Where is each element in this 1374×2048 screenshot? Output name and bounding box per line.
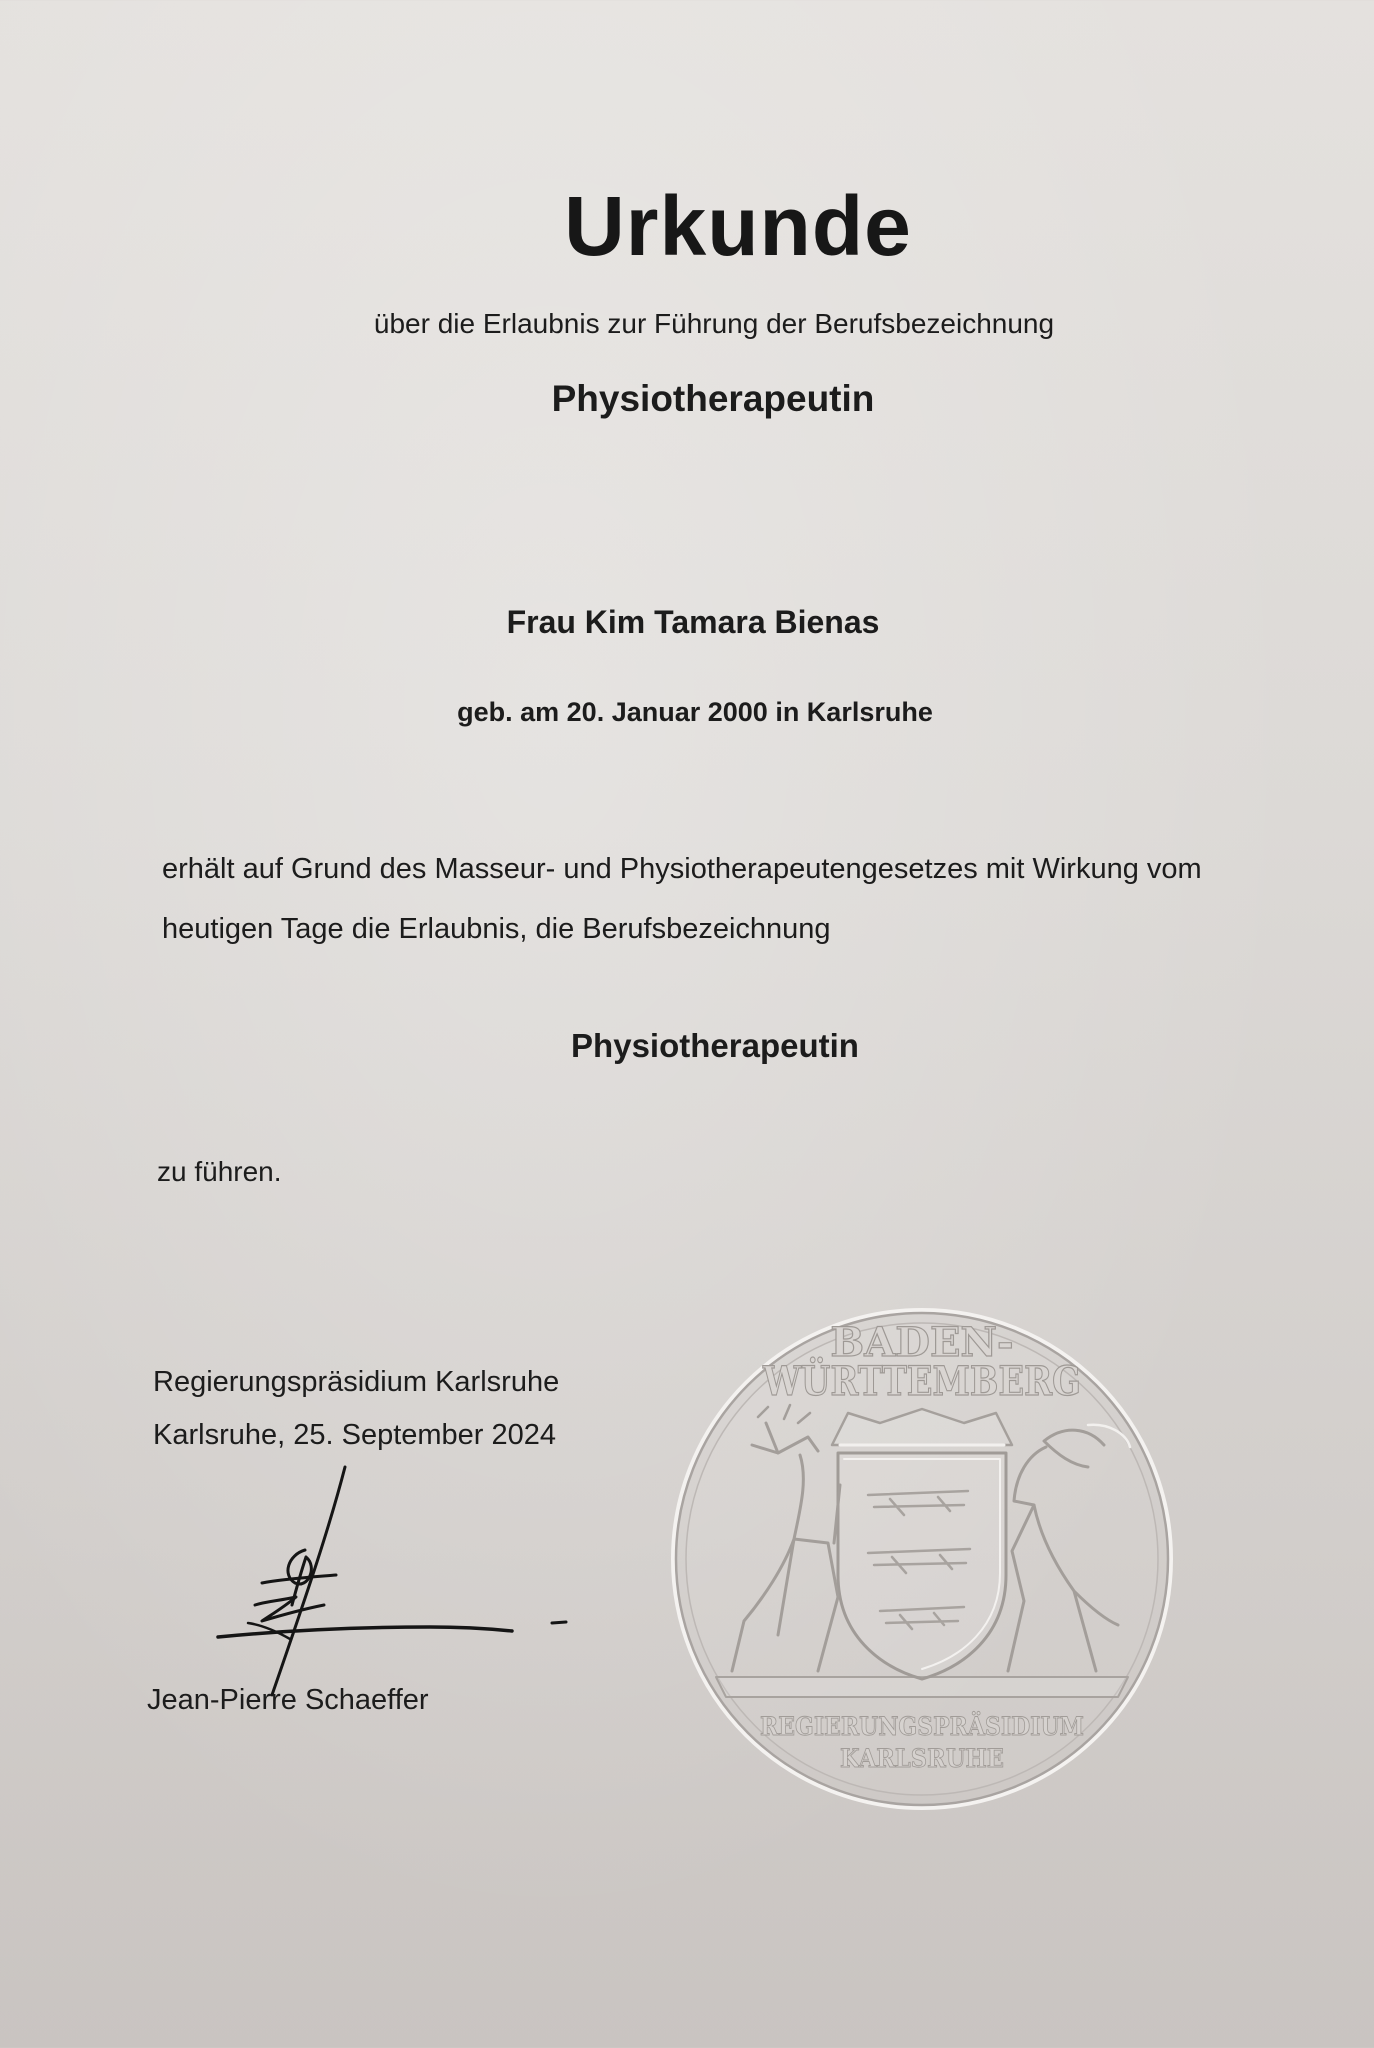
issuing-authority: Regierungspräsidium Karlsruhe — [153, 1366, 560, 1398]
closing-text: zu führen. — [157, 1156, 282, 1187]
birth-line: geb. am 20. Januar 2000 in Karlsruhe — [457, 697, 933, 727]
embossed-seal — [668, 1305, 1176, 1813]
body-line-1: erhält auf Grund des Masseur- und Physiotherapeutengesetzes mit Wirkung vom — [162, 853, 1202, 885]
seal-top-line-2: WÜRTTEMBERG — [762, 1358, 1081, 1405]
document-subtitle: über die Erlaubnis zur Führung der Berufsbezeichnung — [373, 308, 1055, 339]
body-line-2: heutigen Tage die Erlaubnis, die Berufsbezeichnung — [162, 913, 831, 945]
document-title: Urkunde — [564, 179, 912, 273]
recipient-name: Frau Kim Tamara Bienas — [506, 604, 880, 640]
seal-bottom-line-1: REGIERUNGSPRÄSIDIUM — [760, 1712, 1084, 1741]
place-and-date: Karlsruhe, 25. September 2024 — [153, 1419, 557, 1451]
signer-name: Jean-Pierre Schaeffer — [147, 1684, 429, 1716]
seal-bottom-line-2: KARLSRUHE — [840, 1744, 1004, 1773]
profession-heading: Physiotherapeutin — [551, 378, 875, 419]
seal-top-line-1: BADEN- — [830, 1319, 1014, 1366]
signature — [200, 1455, 580, 1715]
profession-repeat: Physiotherapeutin — [571, 1027, 859, 1064]
